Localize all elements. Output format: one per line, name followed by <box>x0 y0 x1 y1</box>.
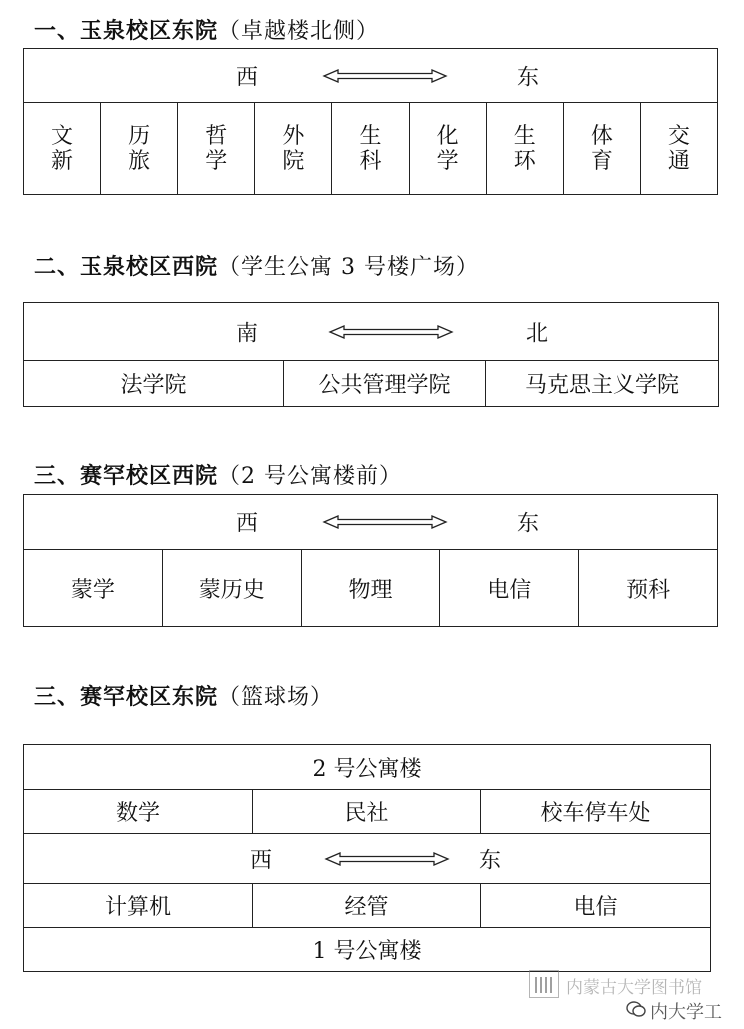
direction-row <box>24 834 711 884</box>
college-char: 历 <box>128 123 151 149</box>
college-name <box>24 124 100 174</box>
section-3-location: （2 号公寓楼前） <box>218 464 403 489</box>
section-1-location: （卓越楼北侧） <box>218 19 380 44</box>
college-cell: 物理 <box>301 550 440 627</box>
college-char: 院 <box>282 148 305 174</box>
apartment-building-2: 2 号公寓楼 <box>24 745 711 790</box>
double-arrow-icon <box>328 325 454 339</box>
college-name <box>410 124 486 174</box>
direction-west: 西 <box>236 65 259 90</box>
section-2-location: （学生公寓 3 号楼广场） <box>218 255 479 280</box>
college-char: 科 <box>359 148 382 174</box>
college-cell: 电信 <box>481 884 711 928</box>
college-cell <box>486 103 563 195</box>
college-char: 学 <box>436 148 459 174</box>
direction-row <box>24 495 718 550</box>
college-name <box>487 124 563 174</box>
double-arrow-icon <box>322 515 448 529</box>
section-1-table <box>23 48 718 195</box>
college-cell: 法学院 <box>24 361 284 407</box>
college-cell <box>101 103 178 195</box>
college-char: 环 <box>513 148 536 174</box>
college-cell: 公共管理学院 <box>284 361 486 407</box>
college-row <box>24 550 718 627</box>
double-arrow-icon <box>324 852 450 866</box>
college-cell: 蒙历史 <box>162 550 301 627</box>
direction-south: 南 <box>236 321 259 346</box>
college-char: 文 <box>51 123 74 149</box>
college-cell <box>563 103 640 195</box>
college-cell: 校车停车处 <box>481 790 711 834</box>
direction-west: 西 <box>236 511 259 537</box>
college-name <box>641 124 717 174</box>
section-4-location: （篮球场） <box>218 685 334 710</box>
college-cell: 经管 <box>253 884 481 928</box>
college-name <box>255 124 331 174</box>
college-row <box>24 361 719 407</box>
college-cell <box>409 103 486 195</box>
college-char: 哲 <box>205 123 228 149</box>
direction-east: 东 <box>479 848 502 873</box>
double-arrow-icon <box>322 69 448 83</box>
library-watermark: 内蒙古大学图书馆 <box>566 978 702 998</box>
section-2-heading: 二、玉泉校区西院 <box>34 254 219 280</box>
section-3-title <box>34 462 402 491</box>
account-watermark: 内大学工 <box>650 1002 722 1023</box>
college-cell: 数学 <box>24 790 253 834</box>
section-1-heading: 一、玉泉校区东院 <box>34 18 219 44</box>
section-4-title <box>34 683 333 712</box>
section-1-title <box>34 17 379 46</box>
direction-row <box>24 49 718 103</box>
college-name <box>564 124 640 174</box>
college-name <box>101 124 177 174</box>
college-cell <box>178 103 255 195</box>
chat-bubble-icon <box>626 1000 646 1018</box>
college-name <box>178 124 254 174</box>
section-3-heading: 三、赛罕校区西院 <box>34 463 219 489</box>
college-cell: 民社 <box>253 790 481 834</box>
wechat-icon <box>626 1000 646 1018</box>
building-icon <box>530 971 558 997</box>
direction-west: 西 <box>250 848 273 873</box>
college-cell <box>640 103 717 195</box>
apartment-building-1: 1 号公寓楼 <box>24 928 711 972</box>
college-char: 化 <box>436 123 459 149</box>
college-cell: 蒙学 <box>24 550 163 627</box>
college-char: 生 <box>359 123 382 149</box>
college-cell <box>255 103 332 195</box>
library-logo-icon <box>529 970 559 998</box>
college-char: 新 <box>51 148 74 174</box>
college-cell <box>332 103 409 195</box>
college-cell <box>24 103 101 195</box>
college-char: 交 <box>667 123 690 149</box>
building-row-top <box>24 745 711 790</box>
direction-east: 东 <box>517 65 540 90</box>
college-char: 体 <box>590 123 613 149</box>
college-char: 旅 <box>128 148 151 174</box>
direction-north: 北 <box>526 321 549 346</box>
college-row <box>24 103 718 195</box>
college-cell: 计算机 <box>24 884 253 928</box>
college-cell: 马克思主义学院 <box>486 361 719 407</box>
college-char: 通 <box>667 148 690 174</box>
college-char: 学 <box>205 148 228 174</box>
section-3-table <box>23 494 718 627</box>
direction-row <box>24 303 719 361</box>
section-4-table <box>23 744 711 972</box>
college-cell: 电信 <box>440 550 579 627</box>
direction-east: 东 <box>517 511 540 537</box>
section-2-table <box>23 302 719 407</box>
building-row-bottom <box>24 928 711 972</box>
college-row <box>24 790 711 834</box>
college-char: 生 <box>513 123 536 149</box>
college-char: 外 <box>282 123 305 149</box>
section-4-heading: 三、赛罕校区东院 <box>34 684 219 710</box>
section-2-title <box>34 253 479 282</box>
college-cell: 预科 <box>579 550 718 627</box>
college-char: 育 <box>590 148 613 174</box>
college-name <box>332 124 408 174</box>
college-row <box>24 884 711 928</box>
